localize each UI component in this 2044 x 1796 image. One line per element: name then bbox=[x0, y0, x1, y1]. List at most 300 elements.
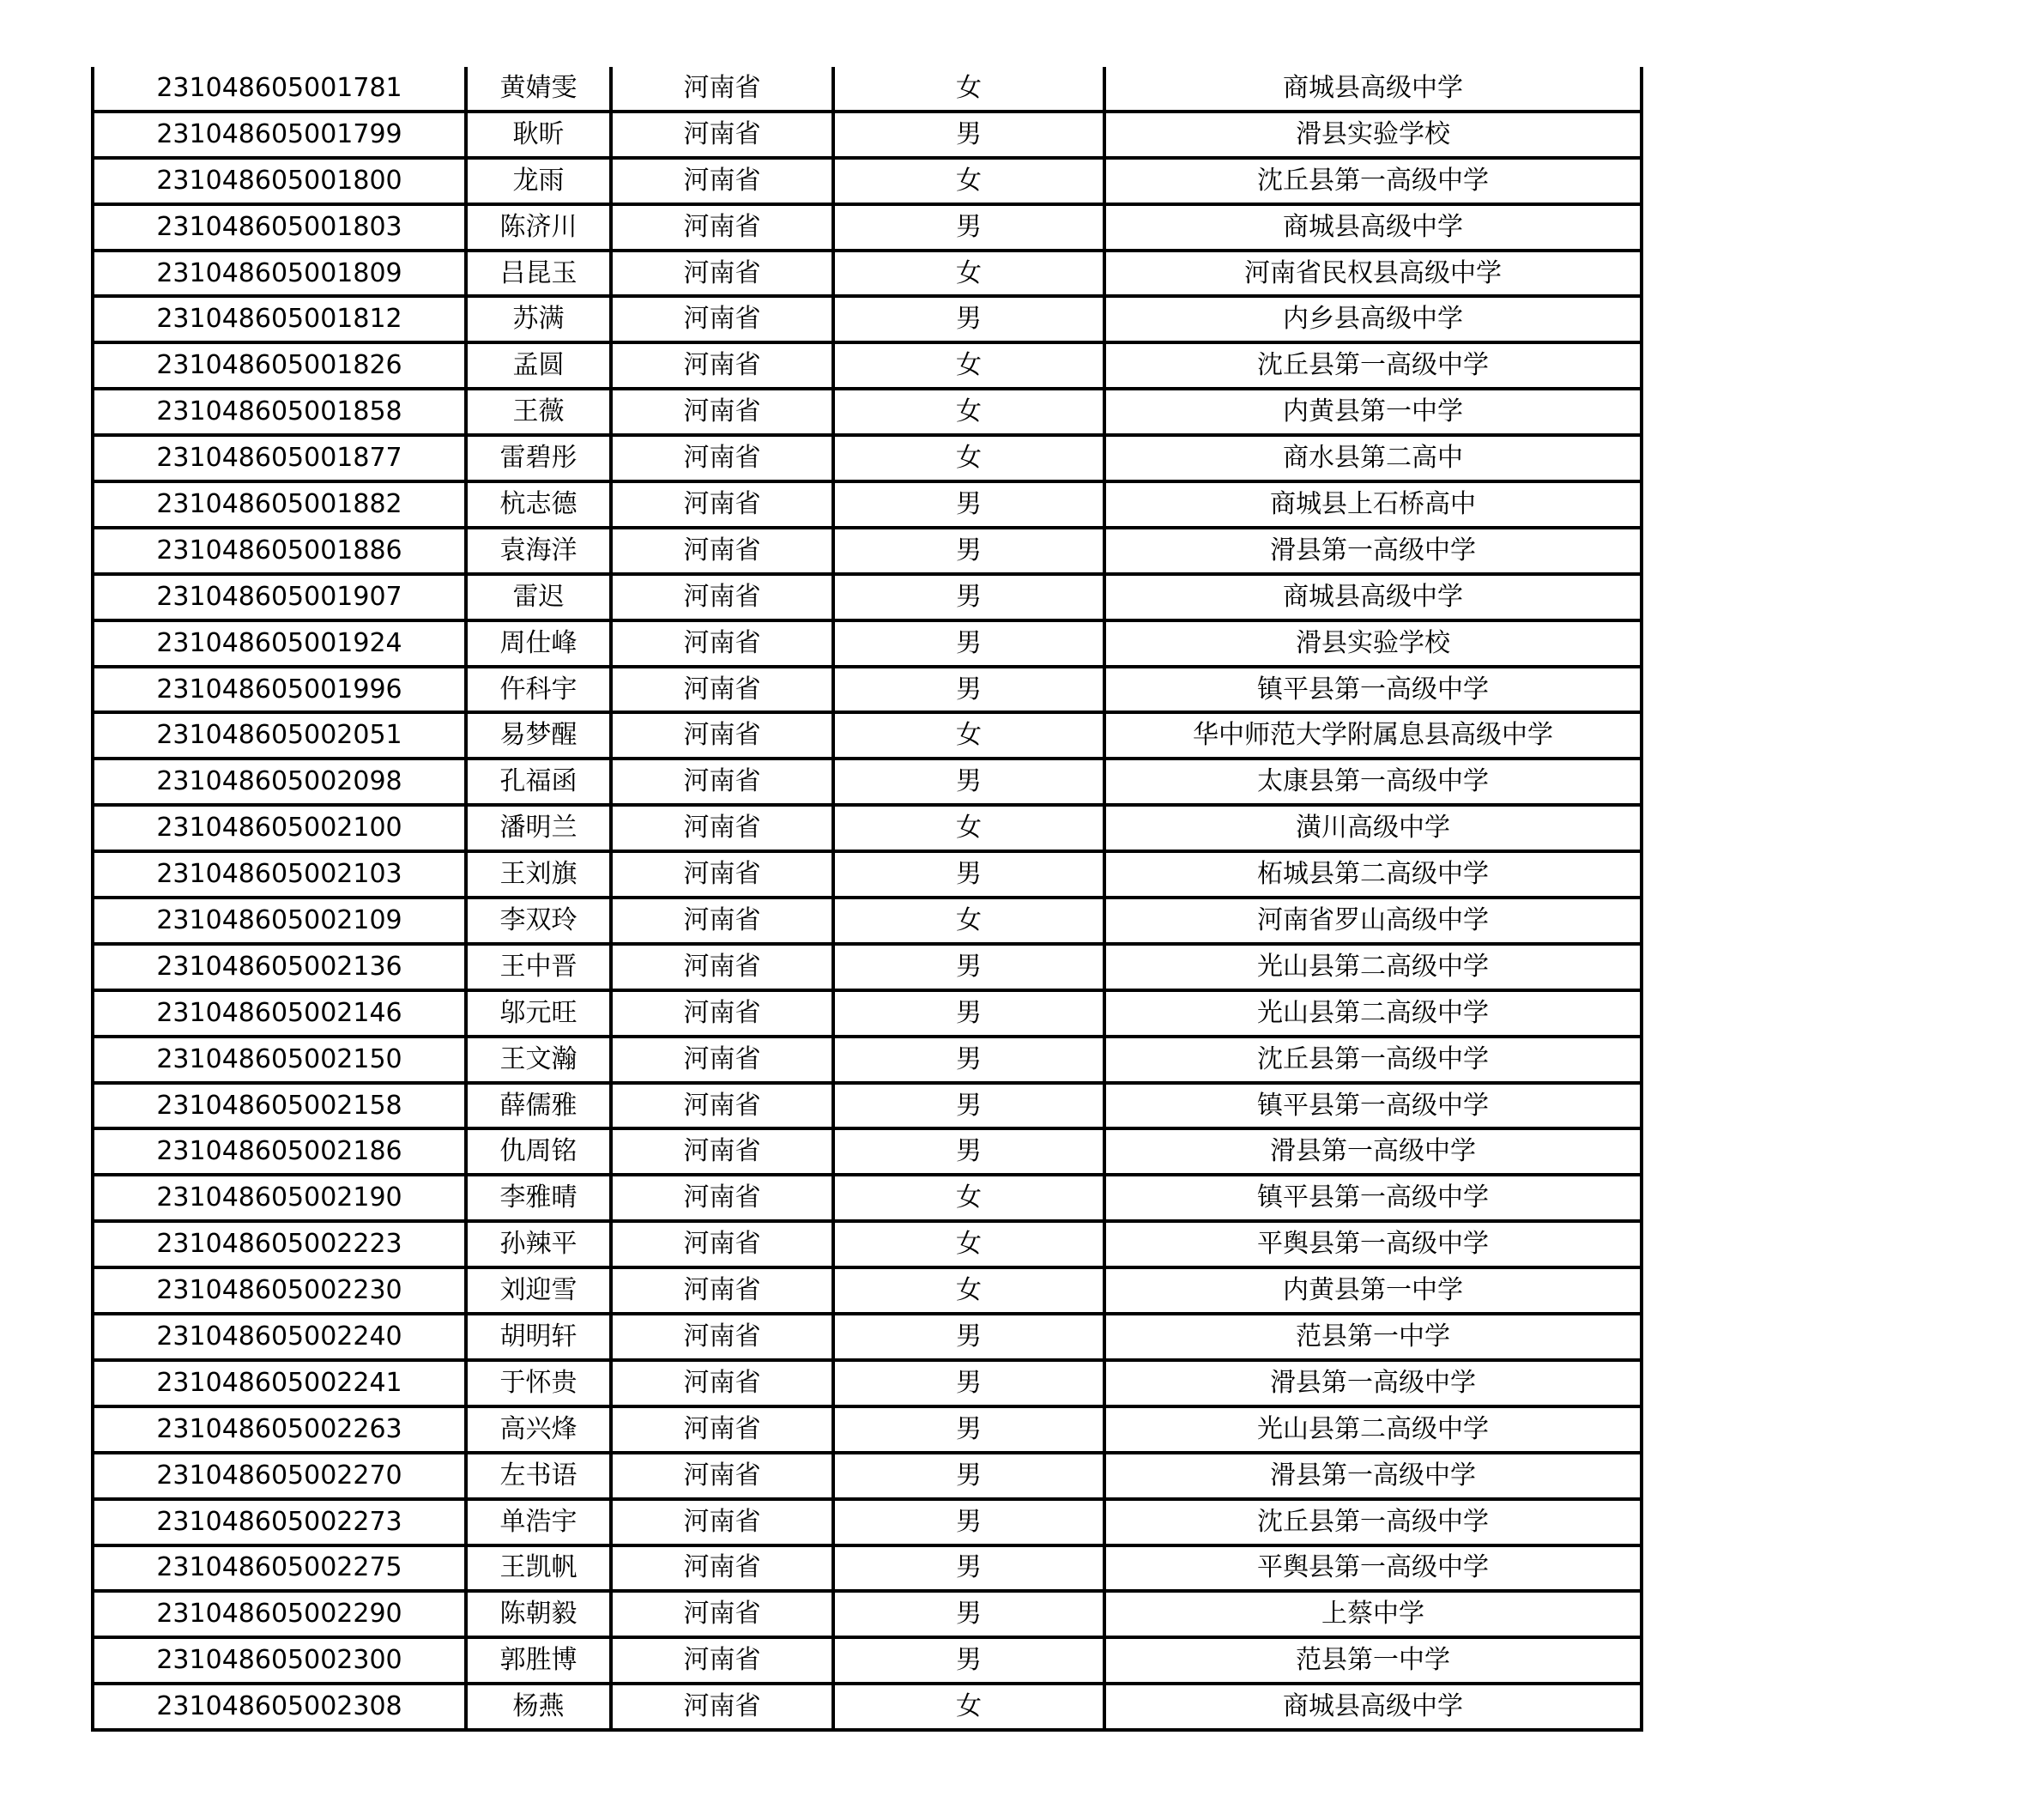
province-cell bbox=[611, 1499, 833, 1545]
gender-text: 男 bbox=[956, 1090, 982, 1121]
school-text: 光山县第二高级中学 bbox=[1257, 1413, 1489, 1444]
province-text: 河南省 bbox=[683, 1229, 761, 1260]
name-cell bbox=[466, 67, 611, 112]
table-row bbox=[93, 898, 1642, 944]
table-row bbox=[93, 204, 1642, 251]
province-cell bbox=[611, 296, 833, 342]
table-row bbox=[93, 1499, 1642, 1545]
id-text: 231048605001781 bbox=[156, 72, 402, 103]
gender-text: 男 bbox=[956, 1552, 982, 1583]
school-text: 镇平县第一高级中学 bbox=[1257, 1182, 1489, 1213]
school-cell bbox=[1104, 1083, 1642, 1129]
province-text: 河南省 bbox=[683, 1182, 761, 1213]
name-cell bbox=[466, 1545, 611, 1592]
name-cell bbox=[466, 898, 611, 944]
province-text: 河南省 bbox=[683, 1043, 761, 1074]
table-row bbox=[93, 1453, 1642, 1499]
id-cell bbox=[93, 667, 466, 713]
school-cell bbox=[1104, 1360, 1642, 1406]
id-cell bbox=[93, 389, 466, 435]
province-text: 河南省 bbox=[683, 1275, 761, 1306]
gender-cell bbox=[833, 1128, 1104, 1175]
school-text: 滑县实验学校 bbox=[1296, 627, 1450, 658]
name-text: 吕昆玉 bbox=[499, 257, 578, 288]
name-text: 雷迟 bbox=[512, 581, 565, 612]
id-cell bbox=[93, 1314, 466, 1360]
name-text: 易梦醒 bbox=[499, 720, 578, 751]
name-text: 杨燕 bbox=[512, 1691, 565, 1722]
id-text: 231048605001907 bbox=[156, 581, 402, 612]
name-text: 陈朝毅 bbox=[499, 1599, 578, 1630]
gender-text: 男 bbox=[956, 304, 982, 335]
gender-text: 男 bbox=[956, 997, 982, 1028]
id-cell bbox=[93, 1037, 466, 1083]
id-text: 231048605002240 bbox=[156, 1321, 402, 1352]
province-cell bbox=[611, 851, 833, 898]
province-cell bbox=[611, 1360, 833, 1406]
id-text: 231048605002103 bbox=[156, 859, 402, 890]
school-text: 光山县第二高级中学 bbox=[1257, 951, 1489, 982]
name-cell bbox=[466, 158, 611, 204]
name-text: 苏满 bbox=[512, 304, 565, 335]
id-text: 231048605001924 bbox=[156, 627, 402, 658]
gender-text: 女 bbox=[956, 1229, 982, 1260]
name-cell bbox=[466, 389, 611, 435]
table-row bbox=[93, 389, 1642, 435]
province-cell bbox=[611, 620, 833, 667]
id-text: 231048605002100 bbox=[156, 813, 402, 844]
gender-cell bbox=[833, 251, 1104, 297]
gender-text: 男 bbox=[956, 766, 982, 797]
name-cell bbox=[466, 805, 611, 851]
school-cell bbox=[1104, 620, 1642, 667]
school-text: 河南省民权县高级中学 bbox=[1244, 257, 1502, 288]
province-cell bbox=[611, 1128, 833, 1175]
id-text: 231048605002136 bbox=[156, 951, 402, 982]
gender-cell bbox=[833, 296, 1104, 342]
gender-text: 男 bbox=[956, 1506, 982, 1537]
id-text: 231048605001800 bbox=[156, 165, 402, 196]
school-cell bbox=[1104, 158, 1642, 204]
gender-cell bbox=[833, 528, 1104, 574]
school-cell bbox=[1104, 944, 1642, 990]
name-text: 李双玲 bbox=[499, 904, 578, 935]
province-cell bbox=[611, 1545, 833, 1592]
gender-text: 女 bbox=[956, 350, 982, 381]
school-cell bbox=[1104, 574, 1642, 620]
province-text: 河南省 bbox=[683, 1413, 761, 1444]
gender-text: 男 bbox=[956, 1645, 982, 1676]
name-text: 孙辣平 bbox=[499, 1229, 578, 1260]
id-text: 231048605002241 bbox=[156, 1367, 402, 1398]
table-row bbox=[93, 574, 1642, 620]
name-text: 郭胜博 bbox=[499, 1645, 578, 1676]
province-cell bbox=[611, 1221, 833, 1267]
name-text: 王文瀚 bbox=[499, 1043, 578, 1074]
id-text: 231048605002146 bbox=[156, 997, 402, 1028]
gender-text: 男 bbox=[956, 488, 982, 519]
school-cell bbox=[1104, 1314, 1642, 1360]
gender-text: 女 bbox=[956, 396, 982, 427]
gender-cell bbox=[833, 481, 1104, 528]
gender-cell bbox=[833, 112, 1104, 158]
province-cell bbox=[611, 342, 833, 389]
table-row bbox=[93, 1083, 1642, 1129]
province-cell bbox=[611, 389, 833, 435]
province-cell bbox=[611, 528, 833, 574]
school-text: 滑县第一高级中学 bbox=[1270, 535, 1476, 565]
province-text: 河南省 bbox=[683, 1136, 761, 1167]
province-cell bbox=[611, 1083, 833, 1129]
id-cell bbox=[93, 944, 466, 990]
school-cell bbox=[1104, 1684, 1642, 1730]
province-cell bbox=[611, 251, 833, 297]
name-text: 耿昕 bbox=[512, 118, 565, 149]
gender-cell bbox=[833, 944, 1104, 990]
table-row bbox=[93, 251, 1642, 297]
province-text: 河南省 bbox=[683, 1506, 761, 1537]
province-cell bbox=[611, 712, 833, 759]
province-text: 河南省 bbox=[683, 813, 761, 844]
province-cell bbox=[611, 481, 833, 528]
table-row bbox=[93, 851, 1642, 898]
id-cell bbox=[93, 251, 466, 297]
id-text: 231048605002186 bbox=[156, 1136, 402, 1167]
name-cell bbox=[466, 1128, 611, 1175]
table-row bbox=[93, 944, 1642, 990]
name-text: 薛儒雅 bbox=[499, 1090, 578, 1121]
school-text: 沈丘县第一高级中学 bbox=[1257, 165, 1489, 196]
province-cell bbox=[611, 1637, 833, 1684]
gender-text: 女 bbox=[956, 813, 982, 844]
name-cell bbox=[466, 667, 611, 713]
name-text: 龙雨 bbox=[512, 165, 565, 196]
name-text: 邬元旺 bbox=[499, 997, 578, 1028]
gender-cell bbox=[833, 620, 1104, 667]
gender-cell bbox=[833, 990, 1104, 1037]
id-cell bbox=[93, 712, 466, 759]
gender-text: 女 bbox=[956, 257, 982, 288]
school-text: 商城县高级中学 bbox=[1283, 72, 1463, 103]
province-cell bbox=[611, 158, 833, 204]
id-text: 231048605001809 bbox=[156, 257, 402, 288]
school-text: 平舆县第一高级中学 bbox=[1257, 1229, 1489, 1260]
school-cell bbox=[1104, 1175, 1642, 1221]
id-cell bbox=[93, 1499, 466, 1545]
province-text: 河南省 bbox=[683, 766, 761, 797]
province-text: 河南省 bbox=[683, 1321, 761, 1352]
province-text: 河南省 bbox=[683, 72, 761, 103]
gender-cell bbox=[833, 1453, 1104, 1499]
id-text: 231048605002223 bbox=[156, 1229, 402, 1260]
id-text: 231048605001877 bbox=[156, 443, 402, 474]
gender-text: 男 bbox=[956, 1136, 982, 1167]
id-text: 231048605002308 bbox=[156, 1691, 402, 1722]
table-row bbox=[93, 1591, 1642, 1637]
id-text: 231048605002275 bbox=[156, 1552, 402, 1583]
school-text: 沈丘县第一高级中学 bbox=[1257, 1506, 1489, 1537]
school-cell bbox=[1104, 851, 1642, 898]
school-text: 沈丘县第一高级中学 bbox=[1257, 1043, 1489, 1074]
school-cell bbox=[1104, 112, 1642, 158]
school-text: 平舆县第一高级中学 bbox=[1257, 1552, 1489, 1583]
name-text: 胡明轩 bbox=[499, 1321, 578, 1352]
gender-text: 男 bbox=[956, 627, 982, 658]
school-cell bbox=[1104, 1267, 1642, 1314]
name-cell bbox=[466, 112, 611, 158]
school-text: 光山县第二高级中学 bbox=[1257, 997, 1489, 1028]
school-text: 镇平县第一高级中学 bbox=[1257, 674, 1489, 704]
province-cell bbox=[611, 944, 833, 990]
school-cell bbox=[1104, 1453, 1642, 1499]
gender-cell bbox=[833, 1545, 1104, 1592]
name-cell bbox=[466, 574, 611, 620]
table-row bbox=[93, 805, 1642, 851]
id-cell bbox=[93, 1406, 466, 1453]
gender-cell bbox=[833, 805, 1104, 851]
province-cell bbox=[611, 759, 833, 805]
id-cell bbox=[93, 1591, 466, 1637]
school-text: 滑县第一高级中学 bbox=[1270, 1136, 1476, 1167]
gender-text: 女 bbox=[956, 443, 982, 474]
gender-cell bbox=[833, 1406, 1104, 1453]
province-text: 河南省 bbox=[683, 350, 761, 381]
province-text: 河南省 bbox=[683, 535, 761, 565]
table-row bbox=[93, 435, 1642, 481]
gender-cell bbox=[833, 712, 1104, 759]
province-cell bbox=[611, 1591, 833, 1637]
gender-cell bbox=[833, 1637, 1104, 1684]
id-cell bbox=[93, 342, 466, 389]
province-text: 河南省 bbox=[683, 118, 761, 149]
gender-cell bbox=[833, 1684, 1104, 1730]
name-text: 杭志德 bbox=[499, 488, 578, 519]
table-row bbox=[93, 481, 1642, 528]
school-cell bbox=[1104, 1591, 1642, 1637]
gender-cell bbox=[833, 204, 1104, 251]
id-cell bbox=[93, 435, 466, 481]
id-text: 231048605002230 bbox=[156, 1275, 402, 1306]
name-text: 黄婧雯 bbox=[499, 72, 578, 103]
school-cell bbox=[1104, 1037, 1642, 1083]
table-row bbox=[93, 1406, 1642, 1453]
id-cell bbox=[93, 574, 466, 620]
gender-cell bbox=[833, 1083, 1104, 1129]
name-cell bbox=[466, 712, 611, 759]
school-text: 范县第一中学 bbox=[1296, 1645, 1450, 1676]
gender-text: 男 bbox=[956, 211, 982, 242]
gender-text: 男 bbox=[956, 1043, 982, 1074]
table-row bbox=[93, 1128, 1642, 1175]
gender-cell bbox=[833, 158, 1104, 204]
gender-cell bbox=[833, 574, 1104, 620]
school-text: 华中师范大学附属息县高级中学 bbox=[1193, 720, 1553, 751]
province-text: 河南省 bbox=[683, 904, 761, 935]
province-cell bbox=[611, 112, 833, 158]
gender-cell bbox=[833, 435, 1104, 481]
school-cell bbox=[1104, 251, 1642, 297]
table-row bbox=[93, 1684, 1642, 1730]
gender-cell bbox=[833, 1175, 1104, 1221]
name-cell bbox=[466, 759, 611, 805]
id-cell bbox=[93, 898, 466, 944]
school-text: 内黄县第一中学 bbox=[1283, 396, 1463, 427]
gender-text: 男 bbox=[956, 1460, 982, 1491]
province-cell bbox=[611, 667, 833, 713]
id-cell bbox=[93, 1637, 466, 1684]
school-text: 上蔡中学 bbox=[1321, 1599, 1424, 1630]
province-text: 河南省 bbox=[683, 304, 761, 335]
name-cell bbox=[466, 1314, 611, 1360]
name-text: 王凯帆 bbox=[499, 1552, 578, 1583]
name-text: 仵科宇 bbox=[499, 674, 578, 704]
province-cell bbox=[611, 990, 833, 1037]
school-cell bbox=[1104, 990, 1642, 1037]
id-cell bbox=[93, 296, 466, 342]
province-text: 河南省 bbox=[683, 1645, 761, 1676]
school-cell bbox=[1104, 1221, 1642, 1267]
name-text: 李雅晴 bbox=[499, 1182, 578, 1213]
gender-text: 男 bbox=[956, 581, 982, 612]
province-cell bbox=[611, 1684, 833, 1730]
name-text: 周仕峰 bbox=[499, 627, 578, 658]
school-text: 沈丘县第一高级中学 bbox=[1257, 350, 1489, 381]
name-cell bbox=[466, 204, 611, 251]
gender-cell bbox=[833, 342, 1104, 389]
gender-text: 女 bbox=[956, 72, 982, 103]
province-text: 河南省 bbox=[683, 1599, 761, 1630]
school-text: 商水县第二高中 bbox=[1283, 443, 1463, 474]
province-text: 河南省 bbox=[683, 720, 761, 751]
province-cell bbox=[611, 1453, 833, 1499]
school-cell bbox=[1104, 342, 1642, 389]
province-cell bbox=[611, 898, 833, 944]
table-row bbox=[93, 67, 1642, 112]
table-row bbox=[93, 620, 1642, 667]
province-text: 河南省 bbox=[683, 257, 761, 288]
table-row bbox=[93, 342, 1642, 389]
name-text: 王中晋 bbox=[499, 951, 578, 982]
school-cell bbox=[1104, 759, 1642, 805]
gender-cell bbox=[833, 1267, 1104, 1314]
province-text: 河南省 bbox=[683, 627, 761, 658]
id-cell bbox=[93, 204, 466, 251]
id-text: 231048605002158 bbox=[156, 1090, 402, 1121]
school-text: 滑县第一高级中学 bbox=[1270, 1460, 1476, 1491]
roster-table-body bbox=[93, 67, 1642, 1730]
gender-text: 女 bbox=[956, 1182, 982, 1213]
id-text: 231048605001996 bbox=[156, 674, 402, 704]
id-cell bbox=[93, 759, 466, 805]
school-cell bbox=[1104, 1406, 1642, 1453]
name-text: 刘迎雪 bbox=[499, 1275, 578, 1306]
id-cell bbox=[93, 851, 466, 898]
gender-cell bbox=[833, 1037, 1104, 1083]
id-text: 231048605002290 bbox=[156, 1599, 402, 1630]
gender-text: 女 bbox=[956, 165, 982, 196]
name-text: 高兴烽 bbox=[499, 1413, 578, 1444]
gender-text: 男 bbox=[956, 1413, 982, 1444]
id-text: 231048605002051 bbox=[156, 720, 402, 751]
name-cell bbox=[466, 1453, 611, 1499]
name-cell bbox=[466, 990, 611, 1037]
province-cell bbox=[611, 574, 833, 620]
school-cell bbox=[1104, 204, 1642, 251]
id-text: 231048605001826 bbox=[156, 350, 402, 381]
school-cell bbox=[1104, 1499, 1642, 1545]
province-cell bbox=[611, 67, 833, 112]
id-cell bbox=[93, 158, 466, 204]
id-cell bbox=[93, 1453, 466, 1499]
name-cell bbox=[466, 1499, 611, 1545]
province-cell bbox=[611, 1037, 833, 1083]
school-text: 内黄县第一中学 bbox=[1283, 1275, 1463, 1306]
gender-cell bbox=[833, 667, 1104, 713]
table-row bbox=[93, 1221, 1642, 1267]
province-text: 河南省 bbox=[683, 1367, 761, 1398]
school-cell bbox=[1104, 1545, 1642, 1592]
id-text: 231048605002300 bbox=[156, 1645, 402, 1676]
gender-text: 男 bbox=[956, 118, 982, 149]
id-cell bbox=[93, 1083, 466, 1129]
id-text: 231048605002190 bbox=[156, 1182, 402, 1213]
name-text: 于怀贵 bbox=[499, 1367, 578, 1398]
name-cell bbox=[466, 1684, 611, 1730]
school-text: 商城县高级中学 bbox=[1283, 581, 1463, 612]
gender-text: 男 bbox=[956, 535, 982, 565]
school-cell bbox=[1104, 389, 1642, 435]
name-cell bbox=[466, 620, 611, 667]
table-row bbox=[93, 1314, 1642, 1360]
school-text: 滑县实验学校 bbox=[1296, 118, 1450, 149]
id-cell bbox=[93, 1175, 466, 1221]
province-cell bbox=[611, 1406, 833, 1453]
table-row bbox=[93, 712, 1642, 759]
table-row bbox=[93, 112, 1642, 158]
table-row bbox=[93, 1175, 1642, 1221]
province-text: 河南省 bbox=[683, 1460, 761, 1491]
id-cell bbox=[93, 1360, 466, 1406]
gender-cell bbox=[833, 1360, 1104, 1406]
table-row bbox=[93, 1360, 1642, 1406]
table-row bbox=[93, 1545, 1642, 1592]
province-cell bbox=[611, 435, 833, 481]
id-text: 231048605001882 bbox=[156, 488, 402, 519]
name-cell bbox=[466, 1406, 611, 1453]
table-row bbox=[93, 990, 1642, 1037]
gender-cell bbox=[833, 1221, 1104, 1267]
province-cell bbox=[611, 805, 833, 851]
province-text: 河南省 bbox=[683, 488, 761, 519]
school-text: 河南省罗山高级中学 bbox=[1257, 904, 1489, 935]
id-text: 231048605002150 bbox=[156, 1043, 402, 1074]
name-cell bbox=[466, 944, 611, 990]
gender-cell bbox=[833, 389, 1104, 435]
school-text: 滑县第一高级中学 bbox=[1270, 1367, 1476, 1398]
id-cell bbox=[93, 990, 466, 1037]
table-row bbox=[93, 528, 1642, 574]
admission-roster-table bbox=[91, 67, 1643, 1732]
gender-text: 女 bbox=[956, 720, 982, 751]
table-row bbox=[93, 1637, 1642, 1684]
id-text: 231048605001803 bbox=[156, 211, 402, 242]
gender-text: 男 bbox=[956, 674, 982, 704]
table-row bbox=[93, 759, 1642, 805]
name-text: 孟圆 bbox=[512, 350, 565, 381]
school-cell bbox=[1104, 296, 1642, 342]
school-cell bbox=[1104, 481, 1642, 528]
id-text: 231048605002270 bbox=[156, 1460, 402, 1491]
